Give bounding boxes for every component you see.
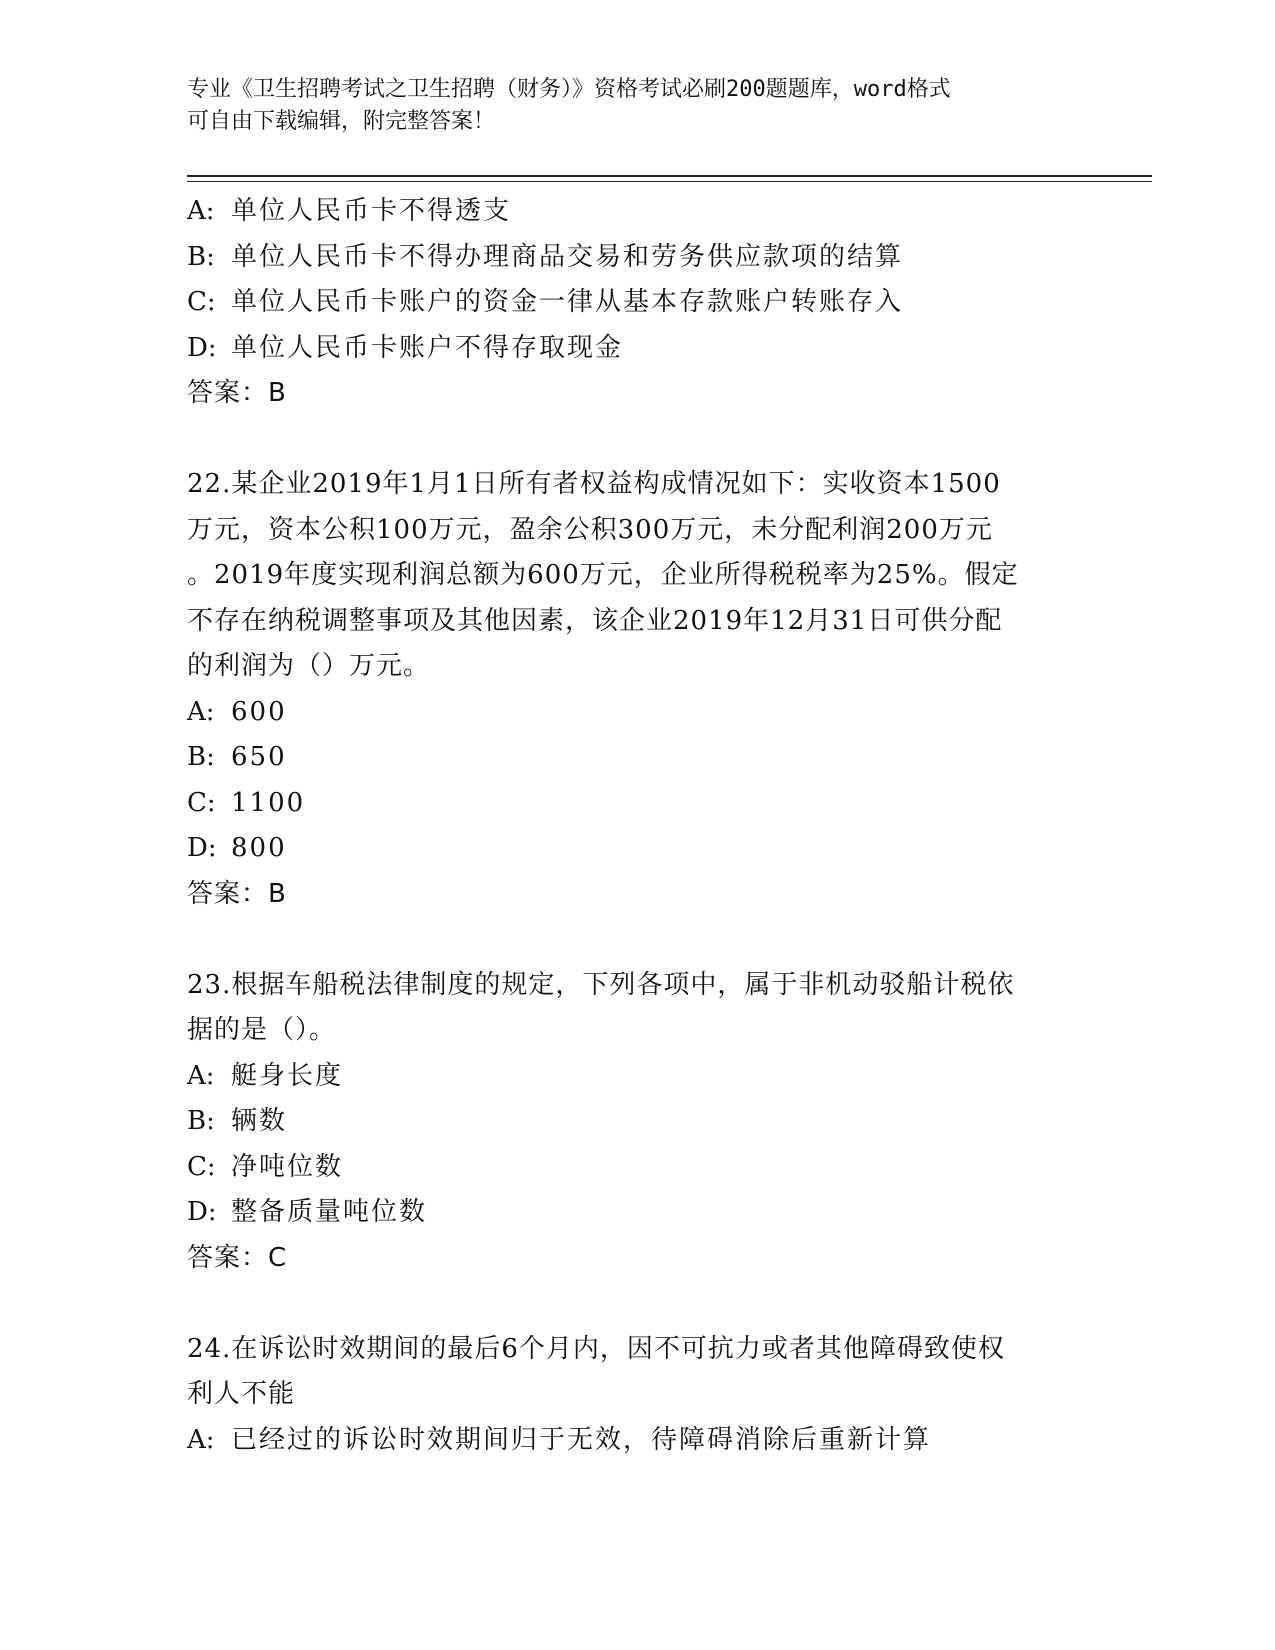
option-d [187,326,1087,372]
question-24 [187,1327,1087,1464]
question-content [187,189,1087,1463]
option-key: A: [187,696,215,727]
option-a [187,1418,1087,1464]
option-b [187,735,1087,781]
answer: 答案：C [187,1242,288,1273]
question-21 [187,189,1087,417]
option-key: A: [187,1424,215,1455]
question-22 [187,462,1087,917]
option-key: A: [187,1060,215,1091]
option-text: 单位人民币卡不得办理商品交易和劳务供应款项的结算 [231,241,904,272]
option-a [187,189,1087,235]
spacer [187,1281,1087,1327]
option-text: 净吨位数 [231,1151,344,1182]
question-text-line: 24.在诉讼时效期间的最后6个月内，因不可抗力或者其他障碍致使权 [187,1333,1005,1364]
spacer [187,417,1087,463]
header-rule-thin [187,181,1152,182]
question-text-line: 23.根据车船税法律制度的规定，下列各项中，属于非机动驳船计税依 [187,969,1015,1000]
question-text-line: 不存在纳税调整事项及其他因素，该企业2019年12月31日可供分配 [187,605,1003,636]
option-d [187,826,1087,872]
option-d [187,1190,1087,1236]
question-text-line: 万元，资本公积100万元，盈余公积300万元，未分配利润200万元 [187,514,993,545]
option-key: C: [187,287,216,317]
option-b [187,1099,1087,1145]
question-text-line: 利人不能 [187,1379,296,1409]
document-header [187,74,1067,138]
question-text-line: 据的是（）。 [187,1015,337,1045]
option-text: 艇身长度 [231,1060,344,1091]
question-text-line: 的利润为（）万元。 [187,651,431,681]
option-text: 600 [231,696,287,727]
option-key: B: [187,241,215,272]
option-text: 单位人民币卡账户的资金一律从基本存款账户转账存入 [231,287,904,317]
option-text: 650 [231,742,287,772]
option-text: 单位人民币卡不得透支 [231,196,512,226]
option-key: B: [187,742,215,772]
option-key: C: [187,1151,216,1182]
option-text: 800 [231,833,287,863]
option-key: C: [187,787,216,818]
option-text: 整备质量吨位数 [231,1197,428,1227]
option-key: D: [187,1197,217,1227]
question-text-line: 22.某企业2019年1月1日所有者权益构成情况如下：实收资本1500 [187,469,1001,499]
option-c [187,1145,1087,1191]
option-text: 辆数 [231,1106,288,1136]
option-a [187,690,1087,736]
option-key: D: [187,332,217,363]
spacer [187,917,1087,963]
option-b [187,235,1087,281]
option-text: 单位人民币卡账户不得存取现金 [231,332,624,363]
option-text: 1100 [231,787,306,818]
option-c [187,781,1087,827]
question-text-line: 。2019年度实现利润总额为600万元，企业所得税税率为25%。假定 [187,560,1019,590]
option-key: A: [187,196,215,226]
answer: 答案：B [187,878,287,909]
option-c [187,280,1087,326]
option-a [187,1054,1087,1100]
answer: 答案：B [187,378,287,408]
header-line-1: 专业《卫生招聘考试之卫生招聘（财务）》资格考试必刷200题题库，word格式 [187,77,951,102]
header-rule-thick [187,175,1152,177]
option-key: B: [187,1106,215,1136]
option-key: D: [187,833,217,863]
header-line-2: 可自由下载编辑，附完整答案！ [187,109,496,134]
question-23 [187,963,1087,1282]
option-text: 已经过的诉讼时效期间归于无效，待障碍消除后重新计算 [231,1424,932,1455]
